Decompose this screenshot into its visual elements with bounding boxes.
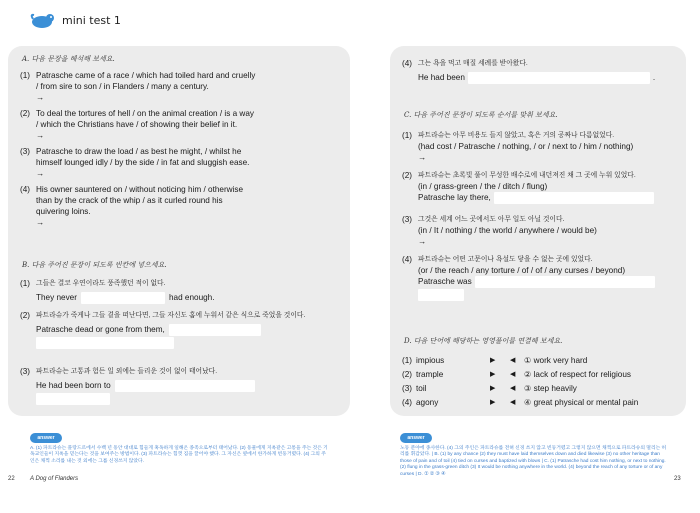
book-title: A Dog of Flanders <box>30 476 79 482</box>
arrow-icon: → <box>36 131 45 140</box>
answer-blank[interactable] <box>468 72 650 84</box>
play-left-icon[interactable]: ◀ <box>510 385 516 392</box>
section-b-heading: B. 다음 주어진 문장이 되도록 빈칸에 넣으세요. <box>22 261 167 269</box>
play-right-icon[interactable]: ▶ <box>490 399 496 406</box>
answer-text: 노동 분야에 종사한다. (4) 그의 주인은 파트라슈를 전혀 신경 쓰지 않고 빈둥거렸고 그렇지 않으면 채찍으로 파트라슈의 떨리는 허리를 휘감았다. | B. (1) by any chance (2) they must have laid themselves down and died likewise (3) no other heritage than those of pain and of toil (4) tied on curses and baptized with blows | C. (1) Patrasche had cost him nothing, or next to nothing. (2) flung in the grass-green ditch (3) It would be nothing anywhere in the world. (4) beyond the reach of any torture or of any curses | D. ① ② ③ ④ <box>400 446 667 477</box>
arrow-icon: → <box>36 93 45 102</box>
answer-badge: answer <box>400 433 432 443</box>
section-a-heading: A. 다음 문장을 해석해 보세요. <box>22 55 115 63</box>
answer-blank[interactable] <box>169 324 261 336</box>
match-row: (1) impious ▶ ◀ ① work very hard <box>402 355 588 365</box>
answer-blank[interactable] <box>36 393 110 405</box>
section-d-heading: D. 다음 단어에 해당하는 영영풀이를 연결해 보세요. <box>404 337 563 345</box>
answer-text: A. (1) 파트라슈는 플랑드르에서 수백 년 동안 대대로 힘들게 혹독하게 일해온 종족으로부터 태어났다. (2) 동물에게 지옥같은 고통을 주는 것은 기독교인들이 지옥을 믿는다는 것을 보여주는 방법이다. (3) 파트라슈는 힘껏 짐을 끌어야 했다. 그 자신은 옆에서 한가하게 빈둥거렸다. (4) 그의 주인은 채찍 소리를 내는 것 외에는 그를 신경쓰지 않았다. <box>30 446 328 464</box>
section-c-item-3: (3) 그것은 세계 어느 곳에서도 아무 일도 아닐 것이다. (in / It / nothing / the world / anywhere / would be) → <box>402 214 682 247</box>
page-title: mini test 1 <box>62 13 121 27</box>
page-number: 22 <box>8 476 15 482</box>
page-number: 23 <box>674 476 681 482</box>
section-b-item-1: (1) 그들은 결코 우연이라도 풍족했던 적이 없다. They never had enough. <box>20 279 215 302</box>
play-right-icon[interactable]: ▶ <box>490 371 496 378</box>
arrow-icon: → <box>418 153 427 162</box>
match-row: (3) toil ▶ ◀ ③ step heavily <box>402 383 577 393</box>
section-c-item-2: (2) 파트라슈는 초록빛 풀이 무성한 배수로에 내던져진 채 그 곳에 누워 있었다. (in / grass-green / the / ditch / flung) Patrasche lay there, <box>402 170 682 204</box>
section-c-heading: C. 다음 주어진 문장이 되도록 순서를 맞춰 보세요. <box>404 111 558 119</box>
section-a-item-2: (2) To deal the tortures of hell / on the animal creation / is a way / which the Christians have / of showing their belief in it. → <box>20 108 342 141</box>
play-right-icon[interactable]: ▶ <box>490 385 496 392</box>
answer-blank[interactable] <box>418 289 464 301</box>
answer-blank[interactable] <box>115 380 255 392</box>
section-a-item-1: (1) Patrasche came of a race / which had toiled hard and cruelly / from sire to son / in Flanders / many a century. → <box>20 70 342 103</box>
answer-blank[interactable] <box>81 292 165 304</box>
match-row: (4) agony ▶ ◀ ④ great physical or mental pain <box>402 397 639 407</box>
match-row: (2) trample ▶ ◀ ② lack of respect for religious <box>402 369 631 379</box>
section-b-item-2: (2) 파트라슈가 죽게나 그들 곁을 떠난다면, 그들 자신도 홈에 누워서 같은 식으로 죽었을 것이다. Patrasche dead or gone from them, <box>20 310 320 349</box>
answer-badge: answer <box>30 433 62 443</box>
answer-blank[interactable] <box>494 192 654 204</box>
section-a-item-4: (4) His owner sauntered on / without noticing him / otherwise than by the crack of the whip / as it curled round his quivering loins. → <box>20 184 342 228</box>
section-a-item-3: (3) Patrasche to draw the load / as best he might, / whilst he himself lounged idly / by the side / in fat and sluggish ease. → <box>20 146 342 179</box>
play-right-icon[interactable]: ▶ <box>490 357 496 364</box>
arrow-icon: → <box>418 237 427 246</box>
arrow-icon: → <box>36 169 45 178</box>
play-left-icon[interactable]: ◀ <box>510 399 516 406</box>
arrow-icon: → <box>36 218 45 227</box>
section-c-item-1: (1) 파트라슈는 아무 비용도 들지 않았고, 혹은 거의 공짜나 다름없었다. (had cost / Patrasche / nothing, / or / next to / him / nothing) → <box>402 130 682 163</box>
play-left-icon[interactable]: ◀ <box>510 357 516 364</box>
left-page-panel <box>8 46 350 416</box>
page-header <box>30 8 121 32</box>
right-page-panel <box>390 46 686 416</box>
answer-blank[interactable] <box>475 276 655 288</box>
section-b-item-4: (4) 그는 욕을 먹고 매질 세례를 받아왔다. He had been . <box>402 59 656 82</box>
dog-logo-icon <box>30 10 56 30</box>
section-b-item-3: (3) 파트라슈는 고통과 험든 일 외에는 들리운 것이 없이 태어났다. He had been born to <box>20 366 342 405</box>
answer-blank[interactable] <box>36 337 174 349</box>
play-left-icon[interactable]: ◀ <box>510 371 516 378</box>
section-c-item-4: (4) 파트라슈는 어떤 고문이나 욕설도 닿을 수 없는 곳에 있었다. (or / the reach / any torture / of / of / any curses / beyond) Patrasche was <box>402 254 682 301</box>
